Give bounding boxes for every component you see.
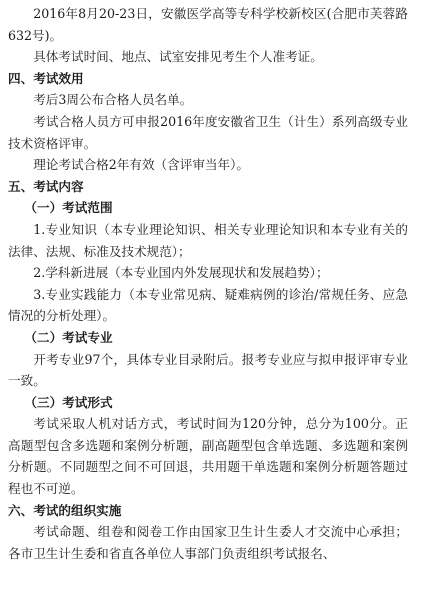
validity-period: 理论考试合格2年有效（含评审当年）。 bbox=[33, 157, 249, 173]
results-announcement: 考后3周公布合格人员名单。 bbox=[33, 92, 193, 108]
admission-ticket-note: 具体考试时间、地点、试室安排见考生个人准考证。 bbox=[33, 49, 323, 65]
qualification-note: 考试合格人员方可申报2016年度安徽省卫生（计生）系列高级专业技术资格评审。 bbox=[8, 113, 408, 151]
scope-item-3: 3.专业实践能力（本专业常见病、疑难病例的诊治/常规任务、应急情况的分析处理）。 bbox=[8, 286, 408, 324]
organization-text: 考试命题、组卷和阅卷工作由国家卫生计生委人才交流中心承担；各市卫生计生委和省直各单位人事部门负责组织考试报名、 bbox=[8, 524, 408, 561]
section-heading-exam-content: 五、考试内容 bbox=[8, 178, 84, 194]
specialties-text: 开考专业97个，具体专业目录附后。报考专业应与拟申报评审专业一致。 bbox=[8, 351, 408, 389]
subheading-exam-specialties: （二）考试专业 bbox=[24, 329, 113, 345]
format-text: 考试采取人机对话方式，考试时间为120分钟，总分为100分。正高题型包含多选题和案例分析题，副高题型包含单选题、多选题和案例分析题。不同题型之间不可回退，共用题干单选题和案例分析题答题过程也不可逆。 bbox=[8, 416, 408, 497]
scope-item-1: 1.专业知识（本专业理论知识、相关专业理论知识和本专业有关的法律、法规、标准及技术规范）； bbox=[8, 221, 408, 259]
subheading-exam-scope: （一）考试范围 bbox=[24, 200, 113, 216]
section-heading-exam-validity: 四、考试效用 bbox=[8, 70, 84, 86]
subheading-exam-format: （三）考试形式 bbox=[24, 394, 113, 410]
exam-date-location: 2016年8月20-23日，安徽医学高等专科学校新校区(合肥市芙蓉路632号)。 bbox=[8, 6, 408, 43]
scope-item-2: 2.学科新进展（本专业国内外发展现状和发展趋势）； bbox=[33, 265, 329, 281]
section-heading-organization: 六、考试的组织实施 bbox=[8, 502, 122, 518]
